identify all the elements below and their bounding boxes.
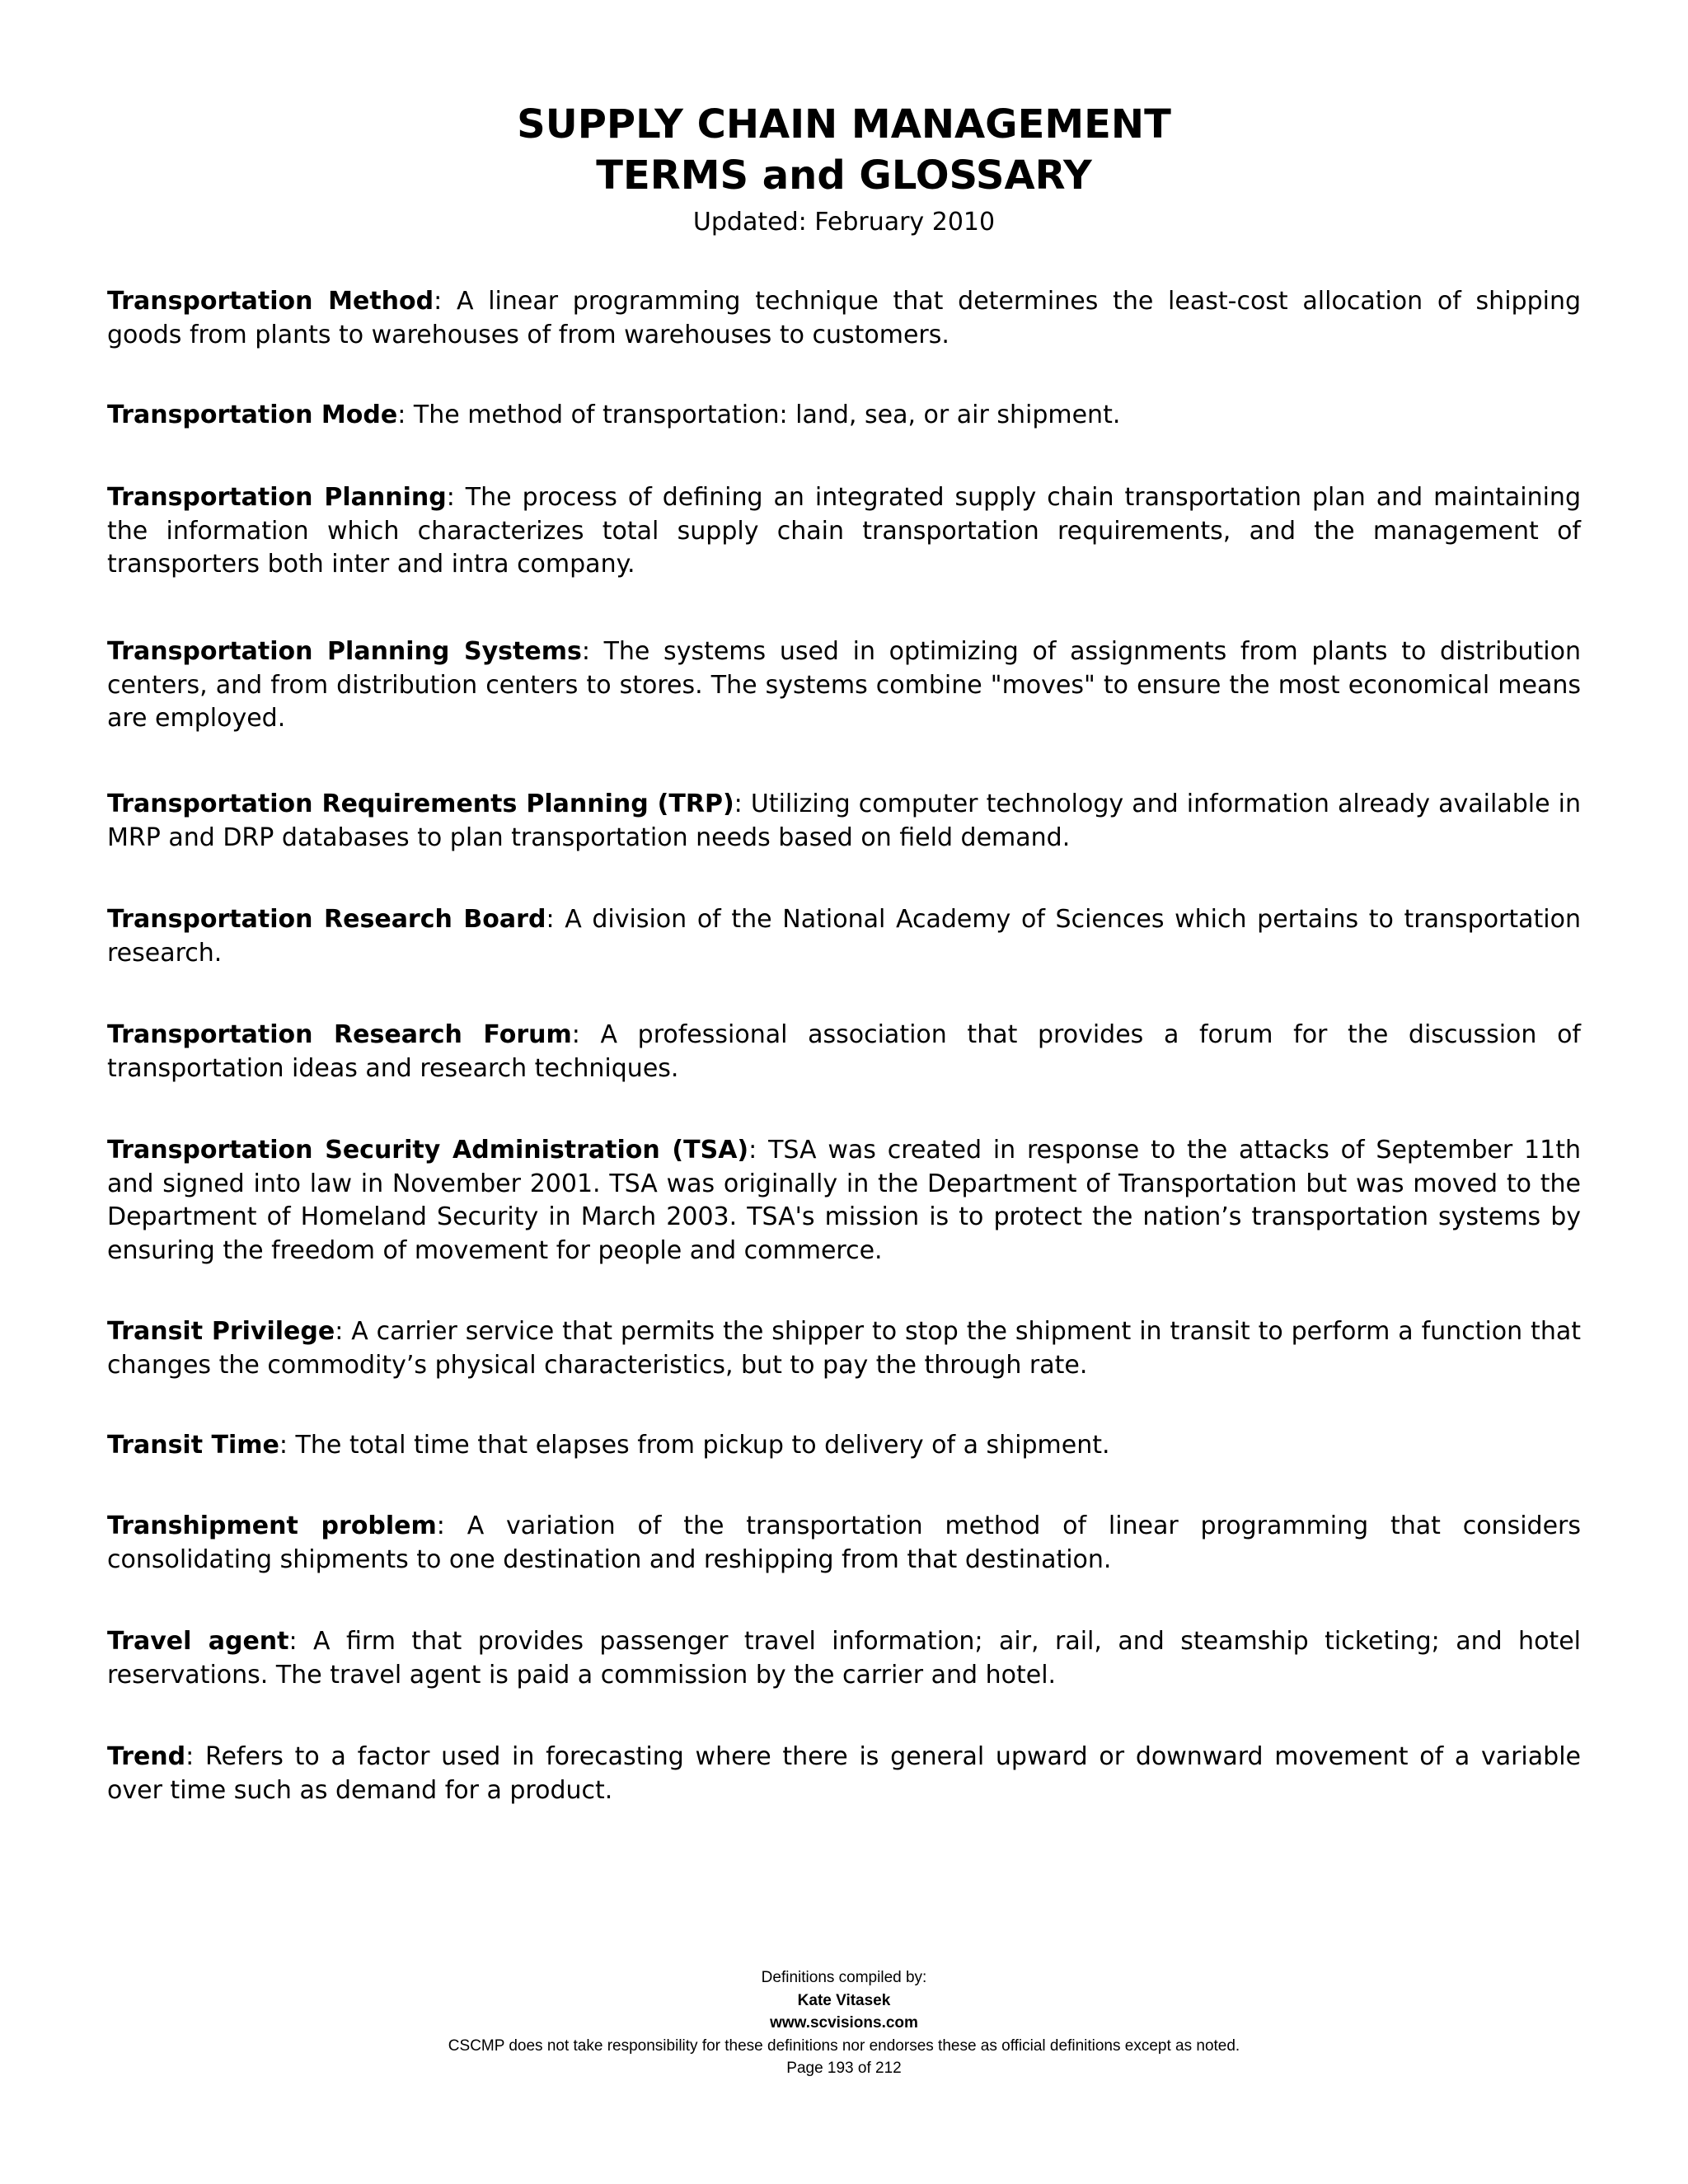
footer-disclaimer: CSCMP does not take responsibility for these definitions nor endorses these as official definitions except as noted.	[448, 2036, 1240, 2055]
term: Transportation Method	[107, 287, 434, 316]
definition: : TSA was created in response to the attacks of September 11th and signed into law in November 2001. TSA was originally in the Department of Transportation but was moved to the Department of Homeland Security in March 2003. TSA's mission is to protect the nation’s transportation systems by ensuring the freedom of movement for people and commerce.	[107, 1136, 1581, 1265]
footer-author: Kate Vitasek	[797, 1991, 891, 2009]
definition: : A professional association that provides a forum for the discussion of transportation ideas and research techniques.	[107, 1020, 1581, 1083]
document-footer	[0, 1966, 1688, 2080]
definition: : A variation of the transportation method of linear programming that considers consolidating shipments to one destination and reshipping from that destination.	[107, 1511, 1581, 1574]
glossary-entry-transportation-method	[107, 285, 1581, 352]
footer-website-link[interactable]: www.scvisions.com	[770, 2014, 918, 2032]
glossary-entry-trend	[107, 1741, 1581, 1807]
glossary-entry-transportation-mode	[107, 399, 1581, 433]
definition: : The systems used in optimizing of assignments from plants to distribution centers, and from distribution centers to stores. The systems combine "moves" to ensure the most economical means are employed.	[107, 637, 1581, 733]
definition: : Refers to a factor used in forecasting where there is general upward or downward movement of a variable over time such as demand for a product.	[107, 1742, 1581, 1805]
updated-date: Updated: February 2010	[692, 208, 996, 237]
glossary-entry-transit-privilege	[107, 1315, 1581, 1382]
glossary-entry-transportation-planning	[107, 481, 1581, 582]
term: Transportation Research Board	[107, 905, 546, 934]
definition: : A division of the National Academy of Sciences which pertains to transportation research.	[107, 905, 1582, 968]
glossary-entry-transportation-planning-systems	[107, 635, 1581, 736]
footer-compiled-by: Definitions compiled by:	[761, 1969, 927, 1986]
term: Transportation Planning	[107, 483, 447, 512]
term: Transit Privilege	[107, 1317, 335, 1346]
footer-page-number: Page 193 of 212	[786, 2060, 902, 2077]
title-line-2: TERMS and GLOSSARY	[596, 152, 1092, 199]
glossary-entry-transit-time	[107, 1429, 1581, 1463]
definition: : A firm that provides passenger travel information; air, rail, and steamship ticketing; and hotel reservations. The travel agent is paid a commission by the carrier and hotel.	[107, 1627, 1581, 1690]
glossary-entry-transportation-research-board	[107, 903, 1581, 970]
glossary-entry-tsa	[107, 1134, 1581, 1268]
term: Transportation Planning Systems	[107, 637, 582, 666]
term: Trend	[107, 1742, 186, 1771]
glossary-entry-transportation-research-forum	[107, 1019, 1581, 1085]
glossary-entry-travel-agent	[107, 1625, 1581, 1692]
definition: : The method of transportation: land, sea, or air shipment.	[397, 401, 1121, 429]
definition: : A carrier service that permits the shipper to stop the shipment in transit to perform a function that changes the commodity’s physical characteristics, but to pay the through rate.	[107, 1317, 1581, 1380]
definition: : A linear programming technique that determines the least-cost allocation of shipping goods from plants to warehouses of from warehouses to customers.	[107, 287, 1582, 349]
term: Transportation Security Administration (TSA)	[107, 1136, 749, 1165]
term: Travel agent	[107, 1627, 289, 1656]
document-header	[0, 99, 1688, 239]
term: Transportation Research Forum	[107, 1020, 572, 1049]
definition: : The total time that elapses from pickup to delivery of a shipment.	[279, 1431, 1110, 1460]
term: Transportation Mode	[107, 401, 398, 429]
term: Transhipment problem	[107, 1511, 437, 1540]
glossary-entry-transhipment-problem	[107, 1510, 1581, 1577]
term: Transit Time	[107, 1431, 279, 1460]
term: Transportation Requirements Planning (TRP)	[107, 790, 734, 818]
definition: : The process of defining an integrated supply chain transportation plan and maintaining the information which characterizes total supply chain transportation requirements, and the management of transporters both inter and intra company.	[107, 483, 1581, 579]
title-line-1: SUPPLY CHAIN MANAGEMENT	[517, 101, 1171, 148]
glossary-entry-trp	[107, 788, 1581, 855]
definition: : Utilizing computer technology and information already available in MRP and DRP databases to plan transportation needs based on field demand.	[107, 790, 1581, 852]
